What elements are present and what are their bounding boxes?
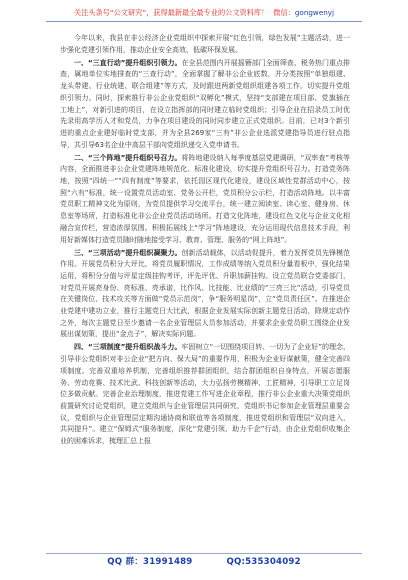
footer — [0, 556, 408, 569]
qq-group-number: QQ 群：31991489 — [107, 557, 193, 567]
document-body — [60, 33, 350, 449]
paragraph-text: 在全县范围内开展摇簪部门全面筛查、税务热门重点排查，属地单位实地排查的“三查行动”，全面掌握了解非公企业底数，并分类按照“单独组建、龙头带建、行业统建、联合组建”等方式，及时跟进两新党组织组建各项工作。切实提升党组织引领力。同时，探索推行非公企业党组织“双孵化”模式，坚持“支部建在项目部、党旗插在工地上”，对新引进的项目，在设立指挥部的同时建立临时党组织；引导企业在招录员工时优先录用高学历人才和党员，力争在项目建设的同时同步建立正式党组织。目前，已对3个新引进的重点企业建好临时党支部，并为全县269家“三有”非公企业选派党建指导员进行驻点指导，共引导63名企业中高层干部向党组织递交入党申请书。 — [60, 58, 351, 149]
section-heading: 二、“三个阵地”提升组织号召力。 — [74, 153, 182, 162]
section-heading: 一、“三直行动”提升组织引领力。 — [74, 58, 182, 67]
top-banner — [0, 8, 408, 18]
paragraph-text: 将阵地建设纳入每季度基层党建调研，“双率查”考核等内容，全面推进非公企业党建阵地规范化、标准化建设，切实提升党组织号召力。打造党务阵地，按照“四统一”“四有制度”等要求，依托园区现代化建设，建设区域性党群活动中心，按照“六有”标准，统一设置党员活动室、党务公开栏，党员积分公示栏，打造活动阵地。以丰富党员职工精神文化为原则，为党员提供学习交流平台，统一建立阅读室、读心室、健身房、休息室等场所，打造标准化非公企业党员活动场所。打造文化阵地，建设红色文化与企业文化相融合宣传栏，营造浓厚氛围。积极拓展线上“学习”阵地建设，充分运用现代信息技术手段，利用好新媒体打造党员随时随地接受学习、教育、管理、服务的“网上阵地”。 — [60, 153, 350, 244]
paragraph-intro — [60, 33, 350, 56]
paragraph-section-1 — [60, 58, 350, 152]
footer-divider — [46, 553, 362, 554]
section-heading: 三、“三项活动”提升组织凝聚力。 — [74, 248, 182, 257]
paragraph-text: 今年以来，我县在非公经济企业党组织中探索开展“红色引领，绿色发展”主题活动，进一步强化党建引领作用，推动企业安全高效、低碳环保发展。 — [60, 34, 350, 54]
paragraph-section-2 — [60, 153, 350, 247]
paragraph-section-4 — [60, 342, 350, 447]
paragraph-text: 创新活动载体，以活动促提升，着力发挥党员先锋模范作用。开展党员积分大评比，将党员履职情况，工作成绩等纳入党员积分量看板中，强化结果运用，将积分分值与评星定级挂钩考评，评先评优、升职加薪挂钩。设立党员联合党委部门，对党员开展亮身份、亮标准、亮承诺，比作风、比技能、比业绩的“三亮三比”活动，引导党员在关键岗位、技术攻关等方面做“党员示范岗”，争“服务明星岗”，立“党员责任区”。在推进企业党建中建功立业，推行主题党日大比武，根据企业发展实际创新主题党日活动，除规定动作之外，每次主题党日至少邀请一名企业管理层人员参加活动，并要求企业党员职工围绕企业发展出谋划策，提出“金点子”，解决实际问题。 — [60, 248, 351, 339]
header-divider — [46, 21, 362, 22]
qq-contact-number: QQ:535304092 — [226, 557, 301, 567]
paragraph-text: 牢固树立“一切围绕项目转、一切为了企业好”的理念，引导非公党组织对非公企业“把方向、保大局”的重要作用，积极为企业好谋献策，健全完善四项制度。完善双重培养机制，完善组织推荐群团组织，结合群团组织自身特点，开展志愿服务、劳动竞赛、技术比武、科技创新等活动，大力弘扬劳模精神、工匠精神，引导职工立足岗位多做贡献。完善企业治理制度，推进党建工作写进企业章程，推行非公企业重大决策党组织前置研究讨论党组织，建立党组织与企业管理层共同研究，党组织书记参加企业管理层重要会议，党组织与企业管理层定期沟通协商和联谊等各项制度，推进党组织和管理层“双向进入，共同提升”。建立“保姆式”服务制度，深化“党建引领、助力千企”行动，由企业党组织收集企业的困难诉求，梳理汇总上报 — [60, 343, 350, 446]
section-heading: 四、“三项制度”提升组织战斗力。 — [74, 343, 182, 352]
paragraph-section-3 — [60, 248, 350, 342]
wechat-label: 微信： — [273, 8, 295, 17]
promo-text: 关注头条号“公文研究”，获得最新最全最专业的公文资料库！ — [73, 8, 269, 17]
wechat-id: gongwenyj — [294, 8, 335, 17]
